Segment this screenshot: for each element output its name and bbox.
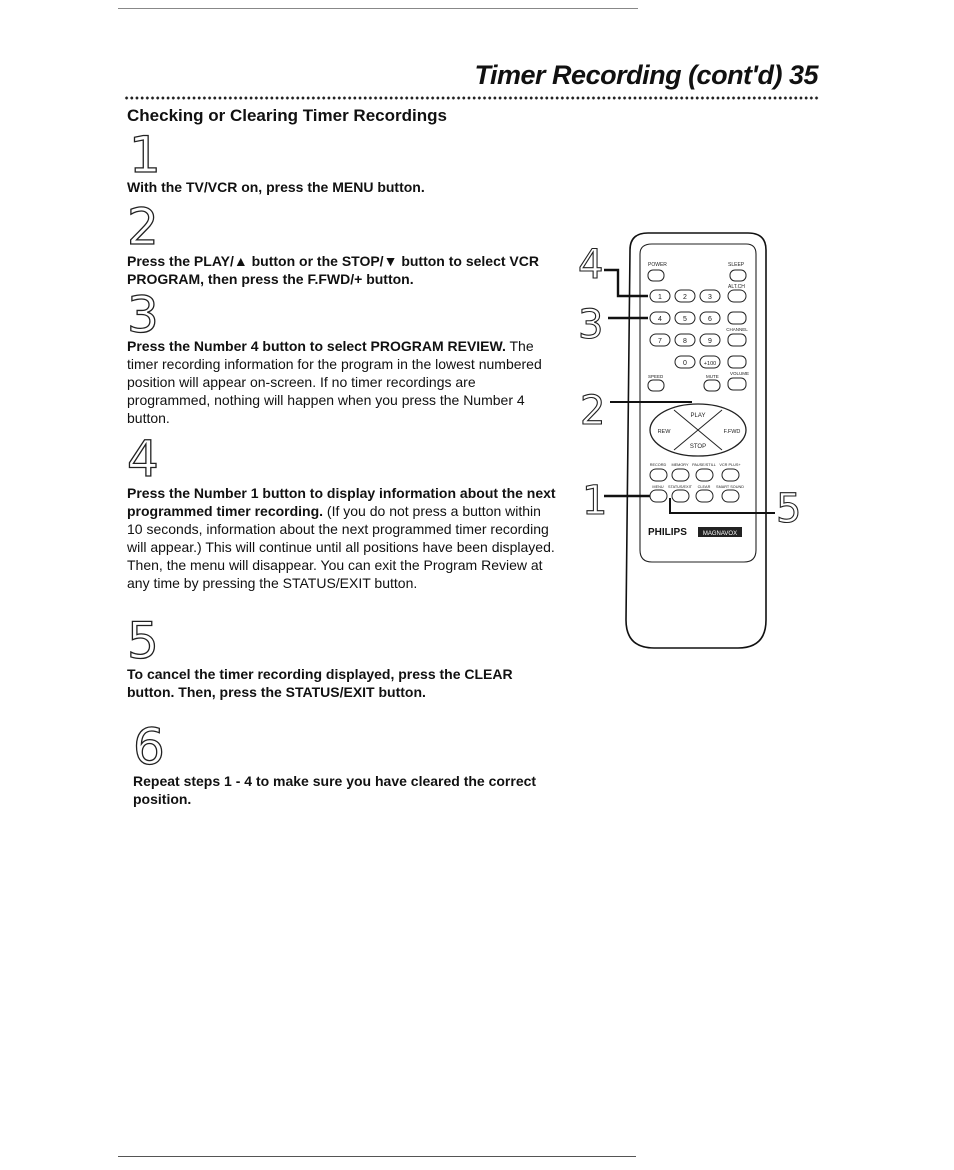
smart-sound-label: SMART SOUND: [716, 485, 744, 489]
page-title: Timer Recording (cont'd) 35: [474, 60, 818, 90]
digit-2-label: 2: [683, 294, 687, 301]
step-3-bold: Press the Number 4 button to select PROGRAM REVIEW.: [127, 338, 506, 354]
alt-ch-button[interactable]: [728, 290, 746, 302]
bottom-rule: [118, 1156, 636, 1157]
digit-1-label: 1: [658, 294, 662, 301]
step-1-text: [127, 178, 557, 196]
plus100-label: +100: [703, 361, 717, 367]
power-button[interactable]: [648, 270, 664, 281]
mute-label: MUTE: [706, 374, 719, 379]
step-3-text: [127, 337, 557, 427]
digit-5-label: 5: [683, 316, 687, 323]
brand-magnavox: MAGNAVOX: [702, 531, 738, 537]
smart-sound-button[interactable]: [722, 490, 739, 502]
remote-control-illustration: [570, 228, 820, 658]
clear-label: CLEAR: [697, 485, 711, 489]
record-button[interactable]: [650, 469, 667, 481]
clear-button[interactable]: [696, 490, 713, 502]
step-4-text: [127, 484, 557, 592]
callout-2: 2: [580, 388, 606, 434]
step-1-bold: With the TV/VCR on, press the MENU button.: [127, 179, 425, 195]
status-exit-label: STATUS/EXIT: [668, 485, 692, 489]
ffwd-button[interactable]: F.FWD: [723, 429, 741, 435]
pause-still-label: PAUSE/STILL: [692, 463, 716, 467]
step-2-bold: Press the PLAY/▲ button or the STOP/▼ button to select VCR PROGRAM, then press the F.FWD/+ button.: [127, 253, 539, 287]
rew-button[interactable]: REW: [657, 429, 671, 435]
play-button[interactable]: PLAY: [690, 413, 706, 419]
sleep-button[interactable]: [730, 270, 746, 281]
step-number-3: 3: [127, 286, 159, 344]
top-rule: [118, 8, 638, 9]
menu-button[interactable]: [650, 490, 667, 502]
step-3-body: The timer recording information for the program in the lowest numbered position will appear on-screen. If no timer recordings are programmed, nothing will happen when you press the Number 4 button.: [127, 338, 542, 426]
digit-3-label: 3: [708, 294, 712, 301]
stop-button[interactable]: STOP: [689, 444, 707, 450]
speed-label: SPEED: [648, 374, 664, 379]
digit-0-label: 0: [683, 360, 687, 367]
step-number-5: 5: [127, 612, 159, 670]
sleep-label: SLEEP: [728, 262, 745, 268]
step-number-2: 2: [127, 198, 159, 256]
callout-1: 1: [582, 478, 608, 524]
step-6-bold: Repeat steps 1 - 4 to make sure you have cleared the correct position.: [133, 773, 537, 807]
digit-8-label: 8: [683, 338, 687, 345]
record-label: RECORD: [649, 463, 667, 467]
step-number-6: 6: [133, 718, 165, 776]
status-exit-button[interactable]: [672, 490, 689, 502]
step-number-1: 1: [129, 126, 161, 184]
volume-label: VOLUME: [730, 371, 750, 376]
vcr-plus-button[interactable]: [722, 469, 739, 481]
callout-3: 3: [578, 302, 604, 348]
pause-still-button[interactable]: [696, 469, 713, 481]
digit-7-label: 7: [658, 338, 662, 345]
channel-label: CHANNEL: [726, 327, 748, 332]
memory-button[interactable]: [672, 469, 689, 481]
power-label: POWER: [648, 262, 667, 268]
brand-philips: PHILIPS: [648, 527, 687, 538]
channel-up-button[interactable]: [728, 312, 746, 324]
memory-label: MEMORY: [671, 463, 689, 467]
step-2-text: [127, 252, 557, 288]
digit-9-label: 9: [708, 338, 712, 345]
digit-4-label: 4: [658, 316, 662, 323]
section-heading: Checking or Clearing Timer Recordings: [127, 106, 447, 125]
alt-ch-label: ALT.CH: [728, 284, 745, 290]
callout-4: 4: [578, 242, 604, 288]
channel-down-button[interactable]: [728, 334, 746, 346]
digit-6-label: 6: [708, 316, 712, 323]
step-6-text: [133, 772, 563, 808]
step-5-text: [127, 665, 557, 701]
dotted-divider: [124, 95, 820, 101]
menu-label: MENU: [652, 485, 664, 489]
callout-5: 5: [776, 486, 802, 532]
speed-button[interactable]: [648, 380, 664, 391]
vcr-plus-label: VCR PLUS+: [719, 463, 741, 467]
step-4-bold: Press the Number 1 button to display information about the next programmed timer recording.: [127, 485, 556, 519]
volume-up-button[interactable]: [728, 356, 746, 368]
step-4-body: (If you do not press a button within 10 seconds, information about the next programmed timer recording will appear.) This will continue until all positions have been displayed. Then, the menu will disappear. You can exit the Program Review at any time by pressing the STATUS/EXIT button.: [127, 503, 555, 591]
step-5-bold: To cancel the timer recording displayed, press the CLEAR button. Then, press the STATUS/EXIT button.: [127, 666, 513, 700]
step-number-4: 4: [127, 430, 159, 488]
volume-down-button[interactable]: [728, 378, 746, 390]
mute-button[interactable]: [704, 380, 720, 391]
